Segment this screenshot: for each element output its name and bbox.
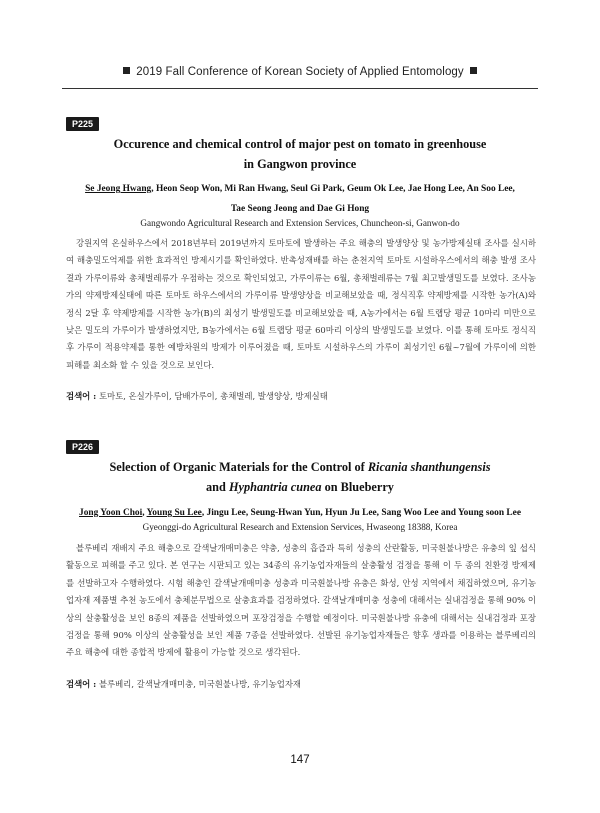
abstract-body: 강원지역 온실하우스에서 2018년부터 2019년까지 토마토에 발생하는 주요 해충의 발생양상 및 농가방제실태 조사를 실시하여 해충밀도억제를 위한 효과적인 방제시기를 확인하였다. 반촉성재배를 하는 춘천지역 토마토 시설하우스에서의 해충 발생 조사결과 가루이류와 총채벌레류가 우점하는 것으로 확인되었고, 가루이류는 6월, 총채벌레류는 7월 최고발생밀도를 보였다. 조사농가의 약제방제실태에 따른 토마토 하우스에서의 가루이류 발생양상을 비교해보았을 때, 정식직후 약제방제를 시작한 농가(A)와 정식 2달 후 약제방제를 시작한 농가(B)의 최성기 발생밀도를 비교해보았을 때, A농가에서는 6월 트랩당 평균 10마리 미만으로 낮은 밀도의 가루이가 발생하였지만, B농가에서는 6월 트랩당 평균 60마리 이상의 발생밀도를 보였다. 이를 통해 토마토 정식직후 가루이 적용약제를 통한 예방차원의 방제가 이루어졌을 때, 토마토 시설하우스의 가루이 최성기인 6월~7월에 가루이에 의한 피해를 최소화 할 수 있을 것으로 보인다. [66, 238, 536, 370]
abstract-title [66, 134, 534, 174]
keywords-label: 검색어 : [66, 391, 97, 401]
affiliation: Gyeonggi-do Agricultural Research and Extension Services, Hwaseong 18388, Korea [142, 522, 458, 532]
header-rule [62, 88, 538, 89]
keywords-label: 검색어 : [66, 679, 97, 689]
keywords-text: 토마토, 온실가루이, 담배가루이, 총채벌레, 발생양상, 방제실태 [98, 391, 328, 401]
title-line [66, 477, 534, 497]
conference-header [0, 66, 600, 78]
conference-title: 2019 Fall Conference of Korean Society of Applied Entomology [136, 66, 464, 78]
co-authors: Tae Seong Jeong and Dae Gi Hong [230, 204, 370, 214]
square-bullet-icon [123, 67, 130, 74]
author-list [60, 503, 540, 523]
affiliation: Gangwondo Agricultural Research and Extension Services, Chuncheon-si, Ganwon-do [140, 218, 460, 228]
keywords [66, 390, 328, 402]
title-line: Occurence and chemical control of major pest on tomato in greenhouse [113, 137, 487, 151]
abstract-title [66, 457, 534, 497]
co-authors: , Heon Seop Won, Mi Ran Hwang, Seul Gi Park, Geum Ok Lee, Jae Hong Lee, An Soo Lee, [151, 184, 515, 194]
author-list [60, 179, 540, 219]
species-name: Ricania shanthungensis [367, 460, 491, 474]
abstract-code-badge: P225 [66, 117, 99, 131]
author-separator: , [142, 508, 147, 518]
abstract-body: 블루베리 재배지 주요 해충으로 갈색날개매미충은 약충, 성충의 흡즙과 특히 성충의 산란활동, 미국흰불나방은 유충의 잎 섭식활동으로 피해를 주고 있다. 본 연구는 시판되고 있는 34종의 유기농업자재들의 살충활성 검정을 통해 이 두 종의 친환경 방제제를 선발하고자 수행하였다. 시험 해충인 갈색날개매미충 성충과 미국흰불나방 유충은 화성, 안성 지역에서 채집하였으며, 유기농업자재 제품별 추천 농도에서 충체분무법으로 살충효과를 검정하였다. 갈색날개매미충 성충에 대해서는 실내검정을 통해 90% 이상의 살충활성을 보인 8종의 제품을 선발하였으며 포장검정을 수행할 예정이다. 미국흰불나방 유충에 대해서는 실내검정과 포장검정을 통해 90% 이상의 살충활성을 보인 제품 7종을 선발하였다. 선발된 유기농업자재들은 향후 생과를 이용하는 블루베리의 주요 해충에 대한 종합적 방제에 활용이 가능할 것으로 생각된다. [66, 543, 536, 658]
square-bullet-icon [470, 67, 477, 74]
keywords-text: 블루베리, 갈색날개매미충, 미국흰불나방, 유기농업자재 [98, 679, 302, 689]
title-text: Selection of Organic Materials for the Control of [109, 460, 368, 474]
presenting-author: Jong Yoon Choi [79, 508, 143, 518]
keywords [66, 678, 301, 690]
presenting-author: Se Jeong Hwang [85, 184, 152, 194]
title-line: in Gangwon province [243, 157, 357, 171]
title-line [66, 457, 534, 477]
underlined-author: Young Su Lee [146, 508, 202, 518]
abstract-code-badge: P226 [66, 440, 99, 454]
title-text: and [206, 480, 229, 494]
species-name: Hyphantria cunea [228, 480, 322, 494]
title-text: on Blueberry [321, 480, 394, 494]
co-authors: , Jingu Lee, Seung-Hwan Yun, Hyun Ju Lee, Sang Woo Lee and Young soon Lee [201, 508, 521, 518]
page-number: 147 [290, 754, 310, 766]
